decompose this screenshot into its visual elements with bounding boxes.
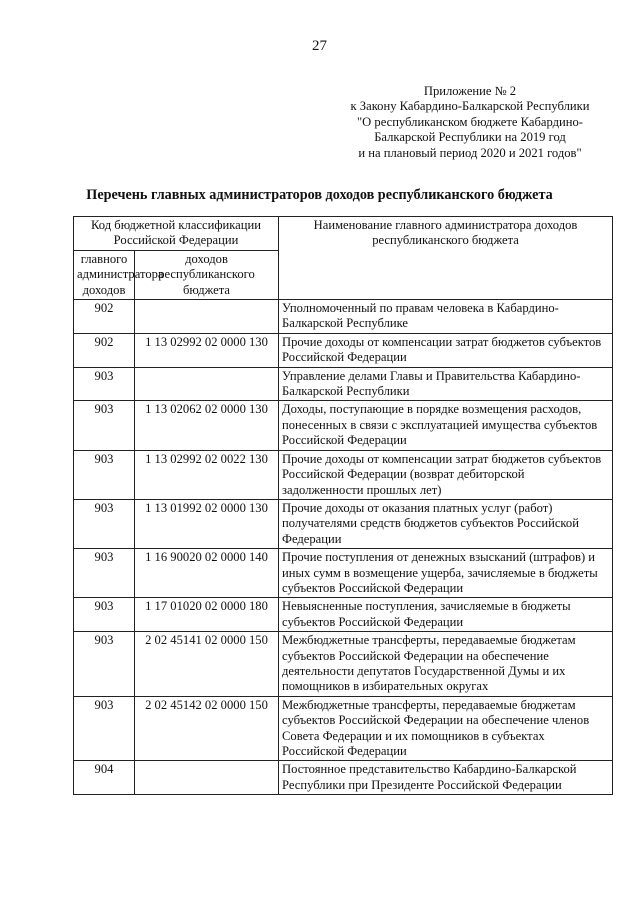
header-administrator-name: Наименование главного администратора доходов республиканского бюджета [279, 217, 613, 300]
appendix-note [320, 84, 620, 161]
table-row [74, 333, 613, 367]
appendix-line: Приложение № 2 [423, 84, 517, 98]
income-code-cell: 1 13 01992 02 0000 130 [135, 499, 279, 548]
administrator-name-cell: Межбюджетные трансферты, передаваемые бюджетам субъектов Российской Федерации на обеспечение членов Совета Федерации и их помощников в субъектах Российской Федерации [279, 696, 613, 761]
income-code-cell [135, 367, 279, 401]
administrator-name-cell: Доходы, поступающие в порядке возмещения расходов, понесенных в связи с эксплуатацией имущества субъектов Российской Федерации [279, 401, 613, 450]
administrator-name-cell: Прочие поступления от денежных взысканий (штрафов) и иных сумм в возмещение ущерба, зачисляемые в бюджеты субъектов Российской Федерации [279, 549, 613, 598]
administrator-code-cell: 903 [74, 696, 135, 761]
administrator-code-cell: 903 [74, 632, 135, 697]
header-main-administrator: главного администратора доходов [74, 250, 135, 299]
administrator-code-cell: 904 [74, 761, 135, 795]
table-row [74, 401, 613, 450]
document-title: Перечень главных администраторов доходов республиканского бюджета [86, 187, 553, 203]
administrator-name-cell: Уполномоченный по правам человека в Кабардино-Балкарской Республике [279, 300, 613, 334]
table-row [74, 761, 613, 795]
administrator-code-cell: 903 [74, 598, 135, 632]
administrator-code-cell: 903 [74, 450, 135, 499]
appendix-line: и на плановый период 2020 и 2021 годов" [358, 145, 582, 160]
administrator-name-cell: Невыясненные поступления, зачисляемые в бюджеты субъектов Российской Федерации [279, 598, 613, 632]
administrator-name-cell: Прочие доходы от компенсации затрат бюджетов субъектов Российской Федерации [279, 333, 613, 367]
header-budget-classification: Код бюджетной классификации Российской Федерации [74, 217, 279, 251]
administrator-name-cell: Постоянное представительство Кабардино-Балкарской Республики при Президенте Российской Федерации [279, 761, 613, 795]
header-income-code: доходов республиканского бюджета [135, 250, 279, 299]
table-row [74, 450, 613, 499]
income-code-cell: 1 17 01020 02 0000 180 [135, 598, 279, 632]
table-row [74, 499, 613, 548]
appendix-line: Балкарской Республики на 2019 год [374, 130, 566, 145]
table-body [74, 300, 613, 795]
table-row [74, 598, 613, 632]
table-row [74, 696, 613, 761]
appendix-line: "О республиканском бюджете Кабардино- [357, 114, 583, 129]
income-code-cell: 1 13 02992 02 0022 130 [135, 450, 279, 499]
administrator-code-cell: 903 [74, 499, 135, 548]
table-row [74, 367, 613, 401]
income-code-cell: 1 13 02062 02 0000 130 [135, 401, 279, 450]
income-code-cell [135, 761, 279, 795]
administrator-name-cell: Прочие доходы от компенсации затрат бюджетов субъектов Российской Федерации (возврат дебиторской задолженности прошлых лет) [279, 450, 613, 499]
income-code-cell [135, 300, 279, 334]
page-number: 27 [312, 38, 327, 54]
income-code-cell: 1 13 02992 02 0000 130 [135, 333, 279, 367]
income-code-cell: 2 02 45142 02 0000 150 [135, 696, 279, 761]
administrator-code-cell: 903 [74, 401, 135, 450]
table-row [74, 549, 613, 598]
income-code-cell: 2 02 45141 02 0000 150 [135, 632, 279, 697]
administrator-code-cell: 902 [74, 333, 135, 367]
administrator-name-cell: Прочие доходы от оказания платных услуг (работ) получателями средств бюджетов субъектов Российской Федерации [279, 499, 613, 548]
administrators-table [73, 216, 613, 795]
table-row [74, 632, 613, 697]
administrator-name-cell: Межбюджетные трансферты, передаваемые бюджетам субъектов Российской Федерации на обеспечение деятельности депутатов Государственной Думы и их помощников в избирательных округах [279, 632, 613, 697]
income-code-cell: 1 16 90020 02 0000 140 [135, 549, 279, 598]
administrator-code-cell: 902 [74, 300, 135, 334]
administrator-code-cell: 903 [74, 549, 135, 598]
table-row [74, 300, 613, 334]
administrator-name-cell: Управление делами Главы и Правительства Кабардино-Балкарской Республики [279, 367, 613, 401]
appendix-line: к Закону Кабардино-Балкарской Республики [350, 99, 590, 114]
administrator-code-cell: 903 [74, 367, 135, 401]
